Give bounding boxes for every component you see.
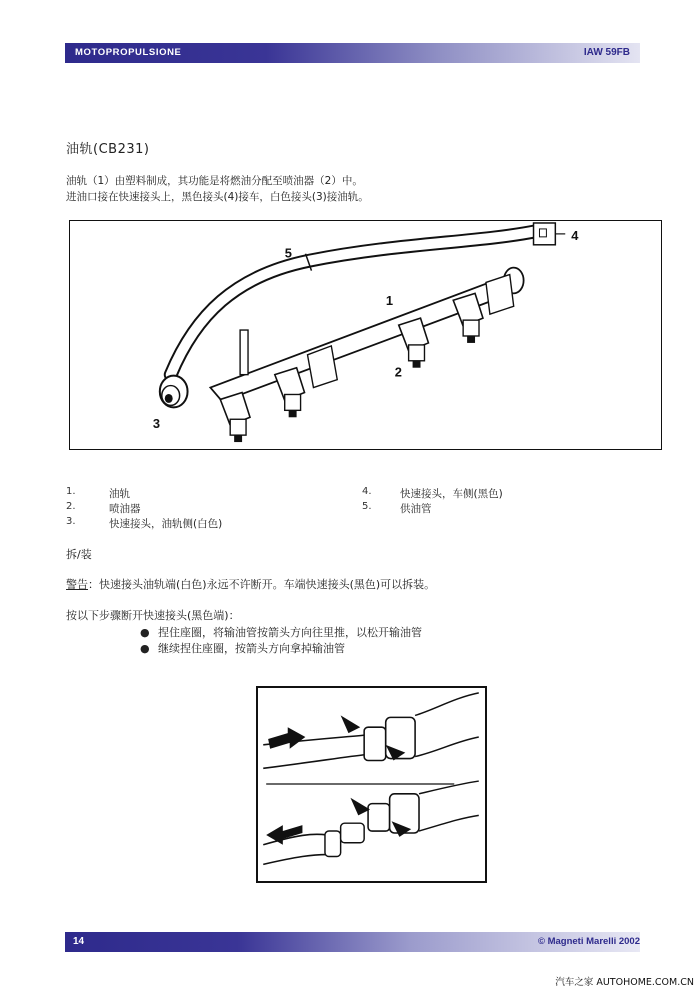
section-title: 油轨(CB231) bbox=[66, 142, 150, 157]
header-bar bbox=[65, 43, 640, 63]
fuel-injector bbox=[275, 368, 305, 418]
header-section-name: MOTOPROPULSIONE bbox=[75, 47, 182, 58]
bullet-dot: ● bbox=[140, 626, 150, 639]
step-text: 捏住座圈，将输油管按箭头方向往里推，以松开输油管 bbox=[158, 626, 422, 639]
step-bullet bbox=[140, 640, 345, 656]
legend-text: 油轨 bbox=[109, 488, 130, 500]
black-quick-connector bbox=[534, 223, 556, 245]
warning-paragraph bbox=[66, 576, 435, 592]
fuel-rail-drawing bbox=[70, 221, 661, 449]
white-quick-connector bbox=[160, 376, 188, 408]
fuel-rail-figure bbox=[69, 220, 662, 450]
intro-line-2: 进油口接在快速接头上，黑色接头(4)接车，白色接头(3)接油轨。 bbox=[66, 191, 369, 203]
legend-number: 2. bbox=[66, 501, 76, 512]
disconnect-drawing bbox=[258, 688, 485, 881]
page-number: 14 bbox=[73, 936, 85, 947]
legend-text: 喷油器 bbox=[109, 503, 141, 515]
callout-5: 5 bbox=[284, 245, 292, 261]
warning-text: ：快速接头油轨端(白色)永远不许断开。车端快速接头(黑色)可以拆装。 bbox=[88, 578, 436, 591]
steps-intro: 按以下步骤断开快速接头(黑色端)： bbox=[66, 609, 240, 622]
bullet-dot: ● bbox=[140, 642, 150, 655]
rail-inlet-pipe bbox=[240, 330, 248, 375]
removal-subhead: 拆/装 bbox=[66, 548, 92, 561]
legend-number: 4. bbox=[362, 486, 372, 497]
callout-2: 2 bbox=[394, 364, 402, 380]
disconnect-step-2 bbox=[263, 781, 479, 864]
legend-number: 1. bbox=[66, 486, 76, 497]
legend-text: 快速接头，油轨侧(白色) bbox=[109, 518, 223, 530]
legend-number: 3. bbox=[66, 516, 76, 527]
rail-bracket bbox=[486, 275, 514, 315]
header-model-code: IAW 59FB bbox=[583, 47, 630, 58]
legend-number: 5. bbox=[362, 501, 372, 512]
footer-bar bbox=[65, 932, 640, 952]
warning-label: 警告 bbox=[66, 578, 88, 591]
intro-line-1: 油轨（1）由塑料制成，其功能是将燃油分配至喷油器（2）中。 bbox=[66, 175, 363, 187]
footer-copyright: © Magneti Marelli 2002 bbox=[537, 936, 640, 947]
disconnect-step-1 bbox=[263, 693, 479, 768]
watermark-text: 汽车之家 AUTOHOME.COM.CN bbox=[555, 977, 694, 988]
step-text: 继续捏住座圈，按箭头方向拿掉输油管 bbox=[158, 642, 345, 655]
fuel-injector bbox=[220, 392, 250, 442]
callout-1: 1 bbox=[385, 293, 393, 309]
legend-text: 供油管 bbox=[400, 503, 432, 515]
disconnect-figure bbox=[256, 686, 487, 883]
callout-3: 3 bbox=[152, 416, 161, 432]
step-bullet bbox=[140, 624, 422, 640]
callout-4: 4 bbox=[571, 227, 579, 243]
legend-text: 快速接头，车侧(黑色) bbox=[400, 488, 503, 500]
